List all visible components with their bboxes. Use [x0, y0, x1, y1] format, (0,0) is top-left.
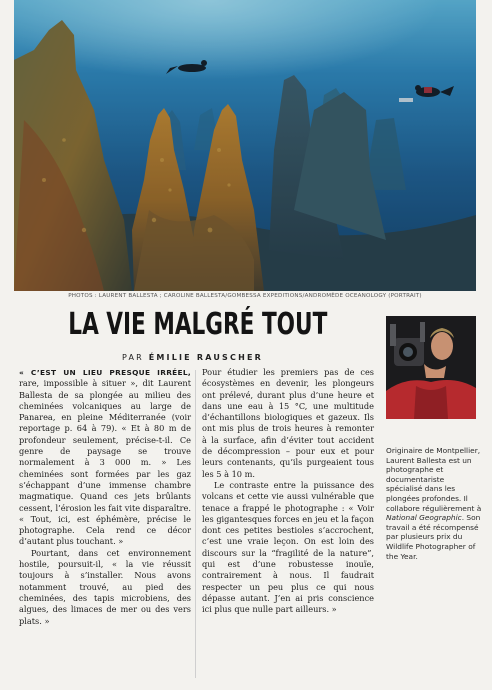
article-headline: LA VIE MALGRÉ TOUT — [68, 307, 328, 342]
author-portrait — [386, 316, 476, 419]
byline-prefix: PAR — [122, 353, 144, 362]
volcanic-chimneys-image — [14, 0, 476, 291]
photo-credits: PHOTOS : LAURENT BALLESTA ; CAROLINE BALLESTA/GOMBESSA EXPEDITIONS/ANDROMÈDE OCEANOLOGY (PORTRAIT) — [68, 293, 422, 299]
caption-text-after: . Son travail a été récompensé par plusieurs prix du Wildlife Photographer of the Year. — [386, 513, 481, 561]
article-column-left — [19, 367, 191, 627]
article-byline — [20, 353, 365, 362]
left-paragraph-2: Pourtant, dans cet environnement hostile, poursuit-il, « la vie réussit toujours à s’installer. Nous avons notamment trouvé, au pied des cheminées, des tapis microbiens, des algues, des limaces de mer ou des vers plats. » — [19, 547, 191, 626]
caption-magazine: National Geographic — [386, 513, 462, 523]
column-divider — [195, 370, 196, 678]
portrait-caption — [386, 446, 482, 561]
caption-text-before: Originaire de Montpellier, Laurent Ballesta est un photographe et documentariste spécialisé dans les plongées profondes. Il collabore régulièrement à — [386, 446, 482, 513]
byline-author: ÉMILIE RAUSCHER — [148, 353, 263, 362]
article-column-right — [202, 367, 374, 616]
underwater-photo — [14, 0, 476, 291]
lede-paragraph — [19, 367, 191, 548]
photographer-portrait-image — [386, 316, 476, 419]
right-paragraph-2: Le contraste entre la puissance des volcans et cette vie aussi vulnérable que tenace a frappé le photographe : « Voir les gigantesques forces en jeu et la façon dont ces petites bestioles s’accrochent, c’est une vraie leçon. On est loin des discours sur la “fragilité de la nature”, qui est d’une robustesse inouïe, contrairement à nous. Il faudrait respecter un peu plus ce qui nous dépasse autant. J’en ai pris conscience ici plus que nulle part ailleurs. » — [202, 479, 374, 615]
lede-text: rare, impossible à situer », dit Laurent Ballesta de sa plongée au milieu des cheminées volcaniques au large de Panarea, en pleine Méditerranée (voir reportage p. 64 à 79). « Et à 80 m de profondeur seulement, précise-t-il. Ce genre de paysage se trouve normalement à 3 000 m. » Les cheminées sont formées par les gaz s’échappant d’une immense chambre magmatique. Quand ces jets brûlants cessent, l’érosion les fait vite disparaître. « Tout, ici, est éphémère, précise le photographe. Cela rend ce décor d’autant plus touchant. » — [19, 378, 191, 547]
right-paragraph-1: Pour étudier les premiers pas de ces écosystèmes en devenir, les plongeurs ont prélevé, durant plus d’une heure et dans une eau à 15 °C, une multitude d’échantillons biologiques et gazeux. Ils ont mis plus de trois heures à remonter à la surface, afin d’éviter tout accident de décompression – pour eux et pour leurs contenants, qu’ils purgeaient tous les 5 à 10 m. — [202, 367, 374, 479]
lede-caps: « C’EST UN LIEU PRESQUE IRRÉEL, — [19, 368, 191, 377]
